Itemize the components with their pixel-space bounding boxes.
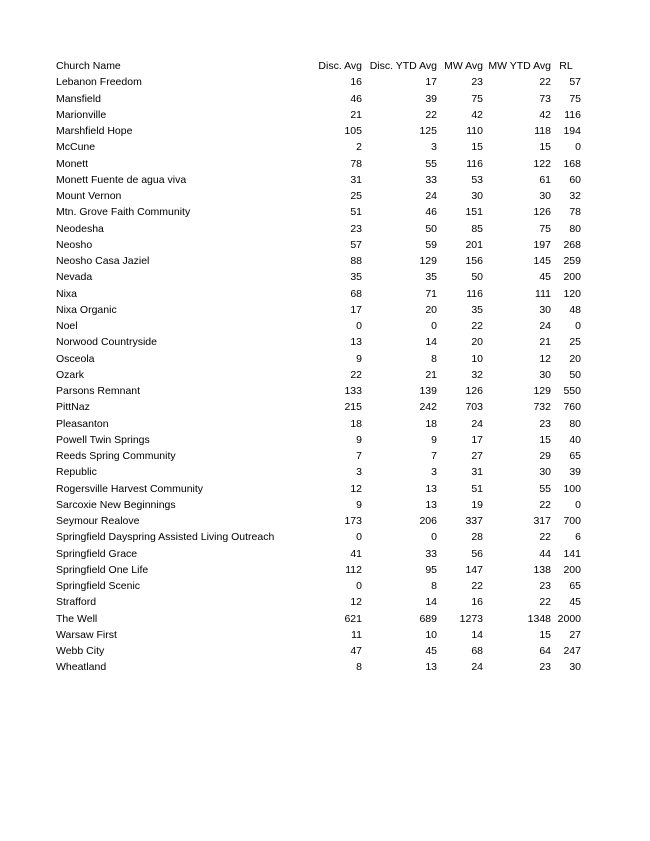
cell-church-name: Monett Fuente de agua viva [56, 173, 187, 186]
cell-mw-ytd-avg: 732 [533, 401, 551, 414]
cell-mw-avg: 50 [471, 271, 483, 284]
cell-disc-ytd-avg: 59 [425, 238, 437, 251]
cell-mw-ytd-avg: 44 [539, 547, 551, 560]
cell-disc-avg: 41 [350, 547, 362, 560]
table-row [56, 74, 581, 90]
cell-disc-ytd-avg: 22 [425, 108, 437, 121]
cell-church-name: Warsaw First [56, 628, 117, 641]
cell-disc-ytd-avg: 17 [425, 76, 437, 89]
cell-disc-ytd-avg: 3 [431, 141, 437, 154]
cell-rl: 20 [569, 352, 581, 365]
cell-disc-avg: 112 [345, 563, 362, 576]
table-row [56, 139, 581, 155]
cell-church-name: Ozark [56, 368, 85, 381]
header-mw-avg: MW Avg [444, 60, 483, 72]
cell-disc-ytd-avg: 13 [425, 661, 437, 674]
cell-disc-avg: 16 [350, 76, 362, 89]
table-row [56, 416, 581, 432]
cell-church-name: Pleasanton [56, 417, 109, 430]
table-row [56, 221, 581, 237]
cell-mw-avg: 68 [471, 645, 483, 657]
header-disc-ytd-avg: Disc. YTD Avg [369, 60, 437, 72]
cell-mw-avg: 156 [465, 255, 483, 267]
cell-disc-ytd-avg: 71 [425, 287, 437, 300]
table-row [56, 204, 581, 220]
cell-disc-avg: 35 [350, 271, 362, 284]
cell-disc-ytd-avg: 9 [431, 433, 437, 446]
cell-mw-ytd-avg: 23 [539, 417, 551, 430]
cell-rl: 45 [569, 596, 581, 609]
cell-disc-ytd-avg: 13 [425, 482, 437, 495]
cell-disc-ytd-avg: 206 [419, 515, 437, 527]
cell-mw-avg: 10 [471, 352, 483, 365]
cell-mw-ytd-avg: 30 [539, 303, 551, 316]
cell-rl: 120 [563, 287, 581, 300]
cell-disc-avg: 0 [356, 531, 362, 544]
cell-church-name: Marionville [56, 108, 107, 121]
cell-mw-avg: 151 [465, 206, 483, 219]
cell-disc-avg: 51 [350, 206, 362, 219]
table-row [56, 643, 581, 659]
cell-mw-avg: 23 [471, 76, 483, 89]
cell-disc-ytd-avg: 46 [425, 206, 437, 219]
cell-mw-ytd-avg: 15 [539, 628, 551, 641]
cell-church-name: Norwood Countryside [56, 336, 157, 349]
cell-church-name: Springfield One Life [56, 563, 149, 576]
cell-rl: 39 [569, 466, 581, 479]
cell-rl: 247 [563, 645, 581, 657]
table-row [56, 497, 581, 513]
cell-mw-avg: 14 [471, 628, 483, 641]
cell-mw-avg: 32 [471, 368, 483, 381]
cell-mw-ytd-avg: 22 [539, 498, 551, 511]
table-row [56, 286, 581, 302]
cell-rl: 100 [563, 482, 581, 495]
cell-rl: 57 [569, 76, 581, 89]
cell-church-name: Nixa [56, 287, 78, 300]
cell-rl: 60 [569, 173, 581, 186]
cell-mw-avg: 17 [471, 433, 483, 446]
table-row [56, 513, 581, 529]
cell-mw-ytd-avg: 15 [539, 433, 551, 446]
cell-disc-avg: 47 [350, 645, 362, 657]
cell-church-name: McCune [56, 141, 96, 154]
cell-rl: 550 [563, 385, 581, 397]
cell-rl: 268 [563, 238, 581, 251]
cell-mw-avg: 126 [465, 385, 483, 397]
cell-rl: 27 [569, 628, 581, 641]
cell-disc-avg: 68 [350, 287, 362, 300]
cell-mw-avg: 85 [471, 222, 483, 235]
cell-rl: 6 [575, 531, 581, 544]
table-row [56, 546, 581, 562]
cell-rl: 141 [563, 547, 581, 560]
table-row [56, 562, 581, 578]
cell-disc-avg: 57 [350, 238, 362, 251]
cell-mw-ytd-avg: 122 [533, 157, 551, 170]
table-row [56, 578, 581, 594]
table-body [56, 74, 581, 675]
cell-rl: 2000 [557, 612, 581, 625]
cell-church-name: Nixa Organic [56, 303, 117, 316]
cell-church-name: Parsons Remnant [56, 385, 141, 397]
table-row [56, 123, 581, 139]
table-row [56, 529, 581, 545]
cell-disc-ytd-avg: 14 [425, 336, 437, 349]
cell-mw-ytd-avg: 30 [539, 466, 551, 479]
cell-rl: 40 [569, 433, 581, 446]
cell-disc-ytd-avg: 95 [425, 563, 437, 576]
cell-mw-ytd-avg: 145 [533, 255, 551, 267]
header-row [56, 58, 581, 74]
table-row [56, 318, 581, 334]
cell-mw-ytd-avg: 23 [539, 580, 551, 592]
cell-church-name: Strafford [56, 596, 97, 609]
table-row [56, 302, 581, 318]
cell-mw-ytd-avg: 42 [539, 108, 551, 121]
cell-mw-ytd-avg: 29 [539, 450, 551, 462]
cell-disc-avg: 11 [351, 628, 362, 641]
header-mw-ytd-avg: MW YTD Avg [488, 60, 551, 72]
cell-church-name: Springfield Scenic [56, 580, 141, 592]
cell-disc-avg: 13 [350, 336, 362, 349]
cell-mw-ytd-avg: 64 [539, 645, 551, 657]
table-row [56, 611, 581, 627]
cell-mw-avg: 20 [471, 336, 483, 349]
cell-disc-avg: 12 [350, 596, 362, 609]
cell-disc-avg: 46 [350, 92, 362, 105]
cell-mw-ytd-avg: 61 [539, 173, 551, 186]
header-rl: RL [559, 60, 573, 72]
cell-rl: 168 [563, 157, 581, 170]
table-row [56, 594, 581, 610]
cell-mw-avg: 22 [471, 320, 483, 332]
cell-mw-ytd-avg: 197 [533, 238, 551, 251]
cell-rl: 65 [569, 580, 581, 592]
cell-disc-avg: 3 [356, 466, 362, 479]
cell-rl: 80 [569, 222, 581, 235]
cell-mw-avg: 110 [466, 125, 483, 137]
cell-church-name: Powell Twin Springs [56, 433, 150, 446]
cell-mw-avg: 30 [471, 190, 483, 202]
cell-rl: 0 [575, 498, 581, 511]
cell-church-name: Noel [56, 320, 78, 332]
table-row [56, 91, 581, 107]
header-disc-avg: Disc. Avg [318, 60, 362, 72]
cell-mw-avg: 35 [471, 303, 483, 316]
cell-mw-ytd-avg: 15 [539, 141, 551, 154]
cell-disc-ytd-avg: 39 [425, 92, 437, 105]
cell-mw-avg: 116 [466, 287, 483, 300]
cell-church-name: Webb City [56, 645, 105, 657]
cell-church-name: PittNaz [56, 401, 90, 414]
cell-mw-ytd-avg: 24 [539, 320, 551, 332]
cell-church-name: Mtn. Grove Faith Community [56, 206, 191, 219]
cell-disc-ytd-avg: 7 [431, 450, 437, 462]
cell-mw-avg: 75 [471, 92, 483, 105]
cell-church-name: Seymour Realove [56, 515, 140, 527]
church-stats-sheet [56, 58, 581, 676]
cell-rl: 80 [569, 417, 581, 430]
cell-mw-ytd-avg: 12 [539, 352, 551, 365]
table-row [56, 432, 581, 448]
cell-rl: 50 [569, 368, 581, 381]
cell-disc-ytd-avg: 20 [425, 303, 437, 316]
cell-mw-ytd-avg: 1348 [527, 612, 551, 625]
cell-mw-ytd-avg: 23 [539, 661, 551, 674]
table-row [56, 464, 581, 480]
cell-mw-avg: 24 [471, 661, 483, 674]
cell-disc-ytd-avg: 14 [425, 596, 437, 609]
cell-church-name: Sarcoxie New Beginnings [56, 498, 176, 511]
cell-disc-ytd-avg: 21 [425, 368, 437, 381]
cell-disc-avg: 0 [356, 580, 362, 592]
cell-disc-ytd-avg: 8 [431, 352, 437, 365]
table-row [56, 107, 581, 123]
table-row [56, 351, 581, 367]
table-row [56, 383, 581, 399]
cell-disc-avg: 7 [356, 450, 362, 462]
cell-disc-ytd-avg: 13 [425, 498, 437, 511]
table-row [56, 188, 581, 204]
cell-church-name: Springfield Dayspring Assisted Living Outreach [56, 531, 275, 544]
cell-mw-avg: 27 [471, 450, 483, 462]
cell-mw-avg: 28 [471, 531, 483, 544]
cell-church-name: Neosho [56, 238, 93, 251]
cell-mw-ytd-avg: 126 [533, 206, 551, 219]
cell-mw-ytd-avg: 75 [539, 222, 551, 235]
cell-rl: 48 [569, 303, 581, 316]
cell-mw-avg: 1273 [459, 612, 483, 625]
cell-disc-ytd-avg: 3 [431, 466, 437, 479]
cell-rl: 259 [563, 255, 581, 267]
cell-disc-ytd-avg: 50 [425, 222, 437, 235]
cell-disc-avg: 18 [350, 417, 362, 430]
cell-mw-avg: 31 [471, 466, 483, 479]
church-stats-table [56, 58, 581, 676]
cell-church-name: Neosho Casa Jaziel [56, 255, 150, 267]
cell-rl: 700 [563, 515, 581, 527]
cell-rl: 25 [569, 336, 581, 349]
table-row [56, 659, 581, 675]
cell-disc-avg: 31 [350, 173, 362, 186]
cell-mw-avg: 116 [466, 157, 483, 170]
header-church-name: Church Name [56, 60, 121, 72]
cell-rl: 75 [569, 92, 581, 105]
cell-mw-avg: 24 [471, 417, 483, 430]
cell-church-name: The Well [56, 612, 98, 625]
cell-disc-avg: 22 [350, 368, 362, 381]
cell-mw-avg: 51 [471, 482, 483, 495]
cell-disc-avg: 173 [344, 515, 362, 527]
cell-mw-ytd-avg: 138 [533, 563, 551, 576]
cell-mw-ytd-avg: 317 [533, 515, 551, 527]
cell-rl: 760 [563, 401, 581, 414]
cell-mw-ytd-avg: 73 [539, 92, 551, 105]
cell-church-name: Nevada [56, 271, 93, 284]
cell-disc-ytd-avg: 33 [425, 547, 437, 560]
cell-mw-avg: 19 [471, 498, 483, 511]
cell-disc-ytd-avg: 125 [419, 125, 437, 137]
table-row [56, 481, 581, 497]
table-row [56, 399, 581, 415]
cell-disc-avg: 25 [350, 190, 362, 202]
table-row [56, 269, 581, 285]
cell-disc-avg: 8 [356, 661, 362, 674]
cell-mw-avg: 337 [465, 515, 483, 527]
cell-mw-avg: 56 [471, 547, 483, 560]
cell-church-name: Wheatland [56, 661, 107, 674]
cell-church-name: Mount Vernon [56, 190, 122, 202]
cell-rl: 65 [569, 450, 581, 462]
cell-disc-avg: 21 [350, 108, 362, 121]
cell-rl: 32 [569, 190, 581, 202]
table-row [56, 172, 581, 188]
cell-church-name: Lebanon Freedom [56, 76, 142, 89]
cell-disc-avg: 17 [350, 303, 362, 316]
cell-mw-avg: 53 [471, 173, 483, 186]
cell-church-name: Marshfield Hope [56, 125, 133, 137]
cell-disc-ytd-avg: 35 [425, 271, 437, 284]
cell-mw-ytd-avg: 22 [539, 76, 551, 89]
cell-disc-ytd-avg: 129 [419, 255, 437, 267]
cell-mw-ytd-avg: 21 [539, 336, 551, 349]
cell-disc-avg: 23 [350, 222, 362, 235]
cell-mw-avg: 703 [465, 401, 483, 414]
cell-church-name: Osceola [56, 352, 95, 365]
cell-disc-avg: 215 [344, 401, 362, 414]
cell-disc-ytd-avg: 8 [431, 580, 437, 592]
cell-disc-avg: 9 [356, 498, 362, 511]
cell-mw-ytd-avg: 22 [539, 531, 551, 544]
cell-disc-avg: 78 [350, 157, 362, 170]
cell-mw-avg: 22 [471, 580, 483, 592]
cell-church-name: Reeds Spring Community [56, 450, 176, 462]
cell-mw-ytd-avg: 129 [533, 385, 551, 397]
table-row [56, 156, 581, 172]
table-row [56, 367, 581, 383]
cell-rl: 194 [563, 125, 581, 137]
cell-mw-ytd-avg: 118 [534, 125, 551, 137]
cell-disc-ytd-avg: 10 [425, 628, 437, 641]
cell-disc-avg: 9 [356, 352, 362, 365]
cell-church-name: Mansfield [56, 92, 101, 105]
table-row [56, 334, 581, 350]
cell-mw-avg: 42 [471, 108, 483, 121]
cell-mw-ytd-avg: 30 [539, 190, 551, 202]
cell-disc-ytd-avg: 689 [419, 612, 437, 625]
cell-disc-ytd-avg: 55 [425, 157, 437, 170]
cell-disc-avg: 9 [356, 433, 362, 446]
cell-disc-ytd-avg: 139 [419, 385, 437, 397]
cell-mw-ytd-avg: 111 [535, 287, 551, 300]
cell-disc-ytd-avg: 18 [425, 417, 437, 430]
cell-mw-ytd-avg: 55 [539, 482, 551, 495]
cell-mw-avg: 147 [465, 563, 483, 576]
cell-mw-avg: 201 [465, 238, 483, 251]
table-row [56, 627, 581, 643]
cell-church-name: Rogersville Harvest Community [56, 482, 204, 495]
table-row [56, 253, 581, 269]
cell-disc-ytd-avg: 24 [425, 190, 437, 202]
cell-rl: 200 [563, 563, 581, 576]
table-row [56, 237, 581, 253]
cell-rl: 0 [575, 320, 581, 332]
table-row [56, 448, 581, 464]
cell-mw-ytd-avg: 30 [539, 368, 551, 381]
cell-disc-ytd-avg: 0 [431, 320, 437, 332]
cell-mw-avg: 16 [471, 596, 483, 609]
cell-disc-avg: 133 [344, 385, 362, 397]
cell-mw-ytd-avg: 22 [539, 596, 551, 609]
cell-disc-avg: 0 [356, 320, 362, 332]
cell-disc-avg: 621 [344, 612, 362, 625]
cell-disc-ytd-avg: 0 [431, 531, 437, 544]
cell-rl: 30 [569, 661, 581, 674]
cell-disc-avg: 88 [350, 255, 362, 267]
cell-disc-avg: 12 [350, 482, 362, 495]
cell-disc-avg: 105 [344, 125, 362, 137]
cell-rl: 200 [563, 271, 581, 284]
cell-church-name: Springfield Grace [56, 547, 138, 560]
cell-disc-ytd-avg: 242 [419, 401, 437, 414]
cell-church-name: Monett [56, 157, 89, 170]
cell-rl: 0 [575, 141, 581, 154]
cell-rl: 78 [569, 206, 581, 219]
cell-mw-avg: 15 [471, 141, 483, 154]
cell-church-name: Neodesha [56, 222, 104, 235]
cell-disc-ytd-avg: 33 [425, 173, 437, 186]
cell-rl: 116 [564, 108, 581, 121]
cell-disc-ytd-avg: 45 [425, 645, 437, 657]
cell-disc-avg: 2 [356, 141, 362, 154]
cell-church-name: Republic [56, 466, 97, 479]
cell-mw-ytd-avg: 45 [539, 271, 551, 284]
